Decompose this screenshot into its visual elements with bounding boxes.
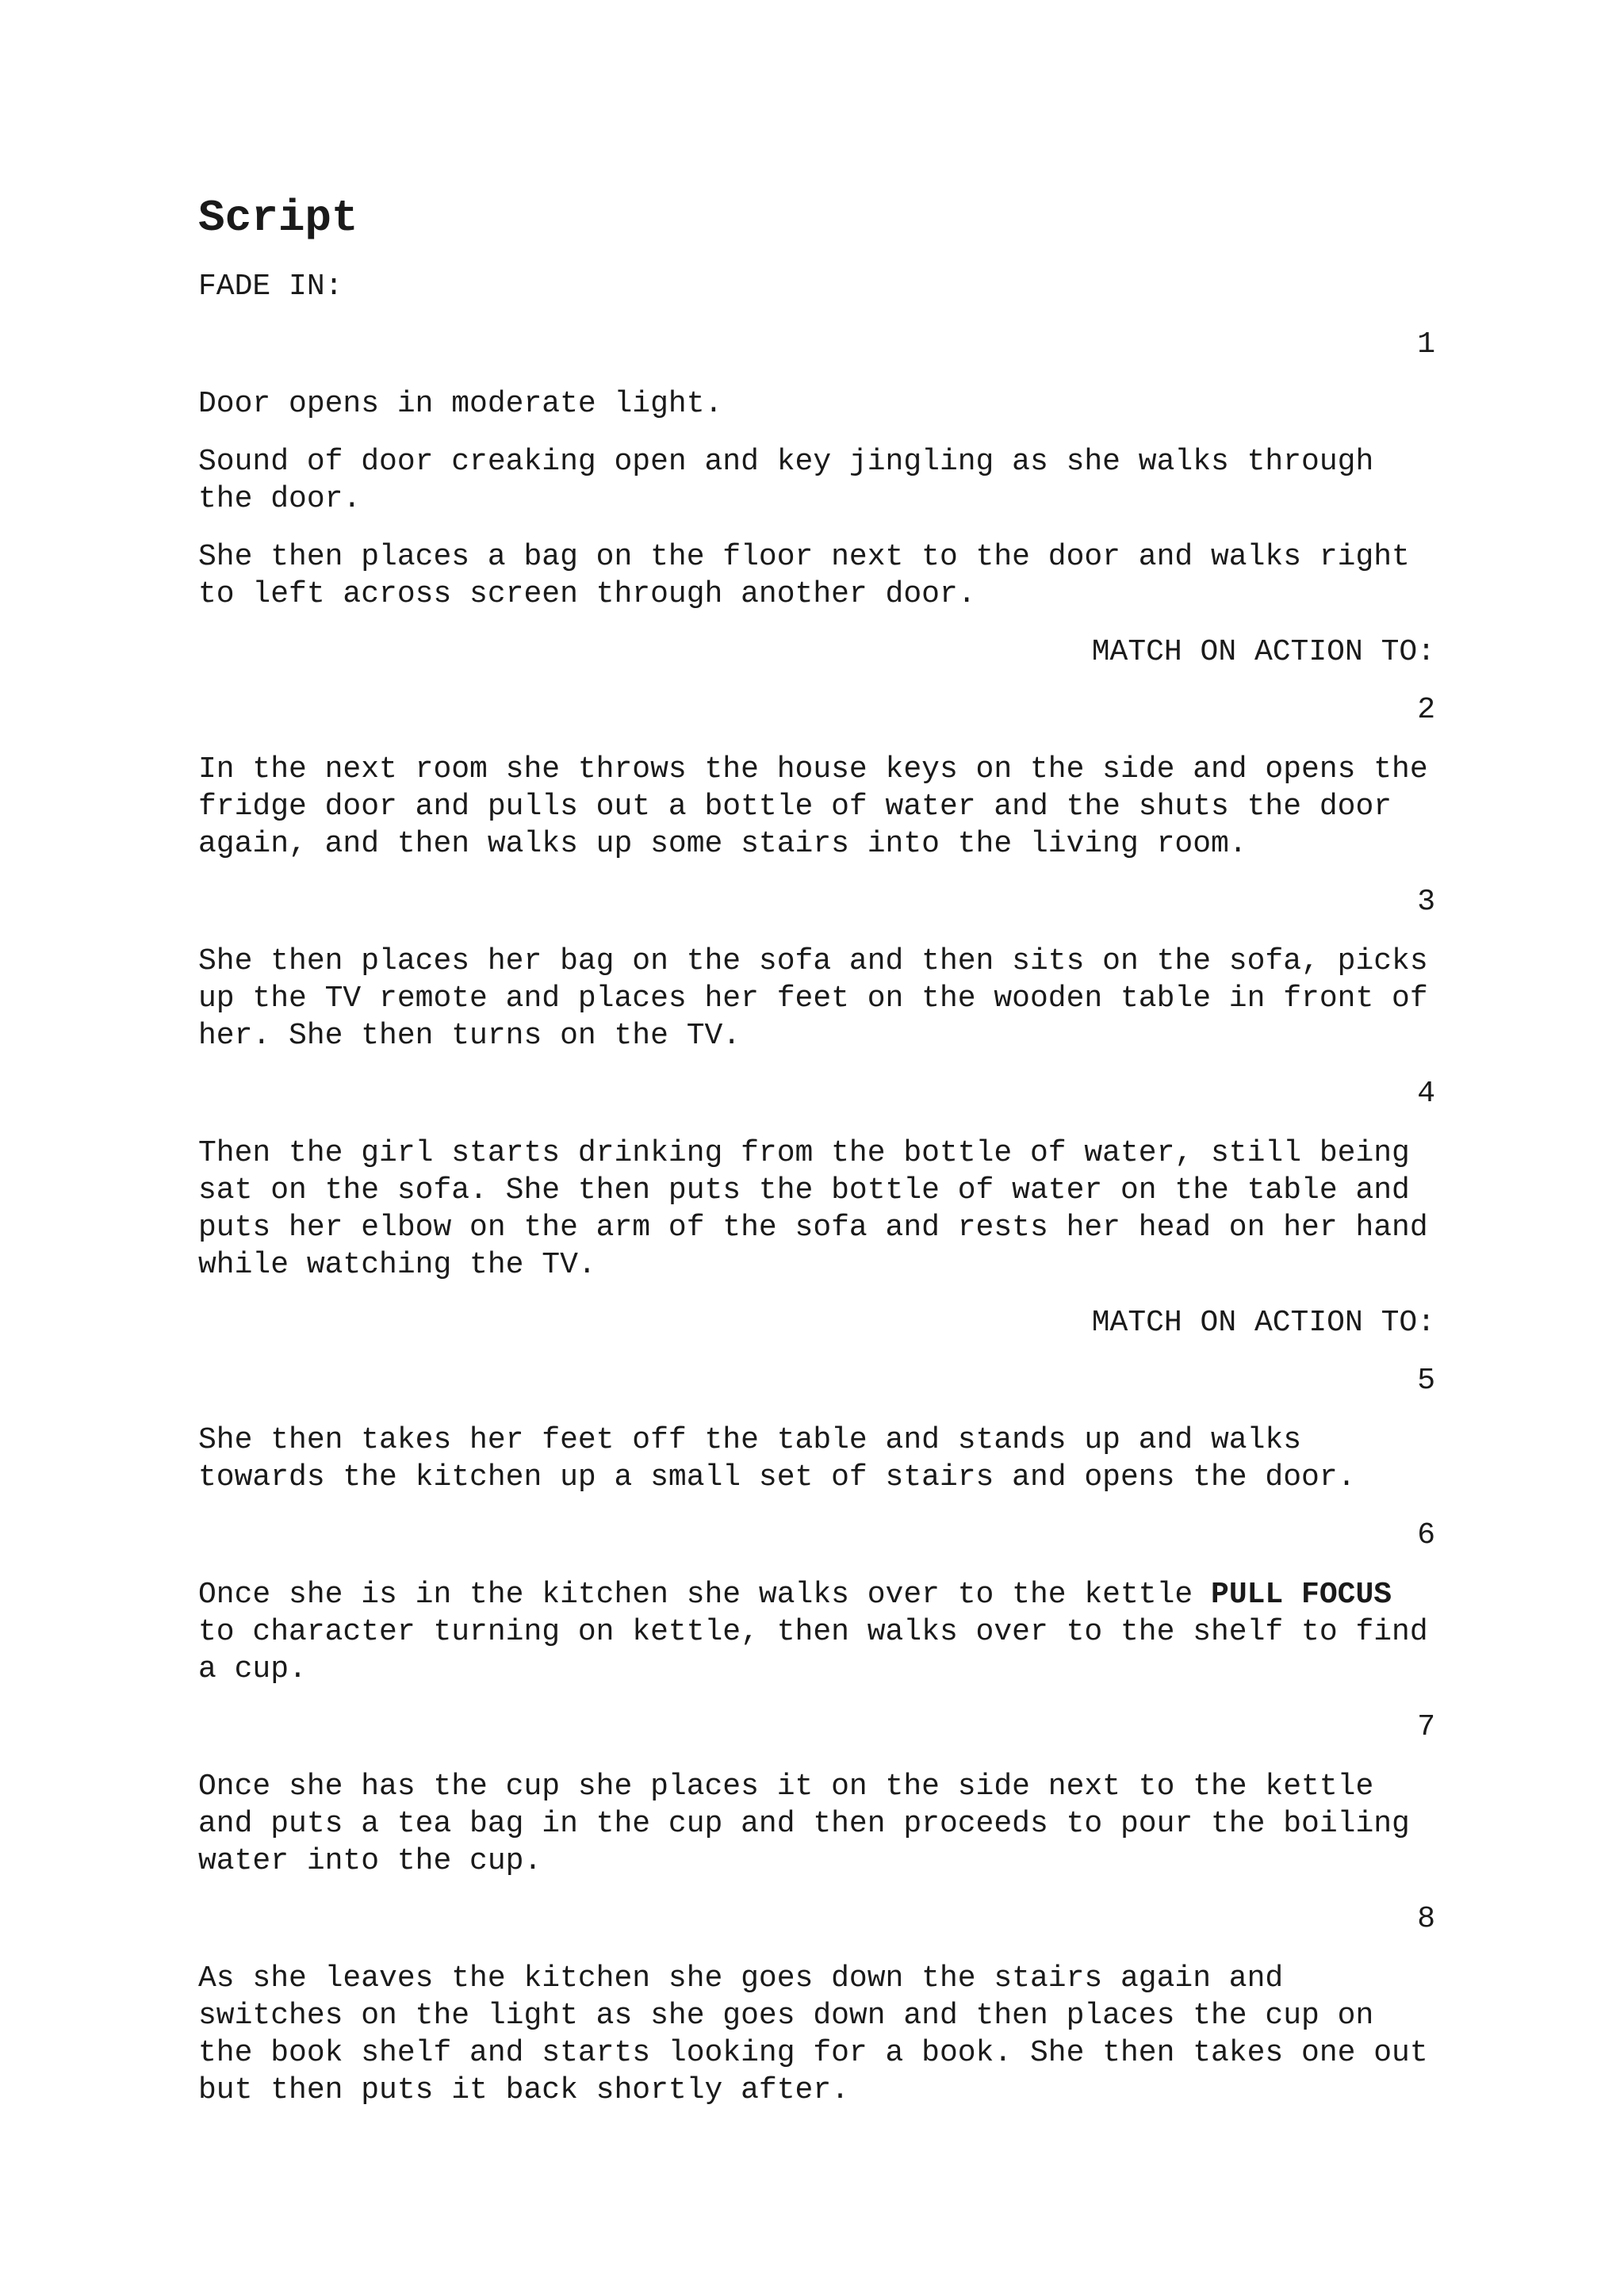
scene-paragraph: As she leaves the kitchen she goes down the stairs again and switches on the light as she goes down and then places the cup on the book shelf and starts looking for a book. She then takes one out but then puts it back shortly after.	[198, 1961, 1428, 2107]
fade-in-direction: FADE IN:	[198, 270, 343, 304]
scene-number: 5	[1417, 1364, 1435, 1398]
scene-paragraph: In the next room she throws the house keys on the side and opens the fridge door and pulls out a bottle of water and the shuts the door again, and then walks up some stairs into the living room.	[198, 752, 1428, 861]
scene-paragraph: Door opens in moderate light.	[198, 387, 723, 421]
scene-paragraph: Sound of door creaking open and key jingling as she walks through the door.	[198, 445, 1374, 516]
scene-transition: MATCH ON ACTION TO:	[1091, 1306, 1435, 1340]
scene-number: 6	[1417, 1518, 1435, 1552]
scene-paragraph	[198, 1576, 1435, 1688]
scene-number: 8	[1417, 1902, 1435, 1936]
page-title: Script	[198, 193, 358, 243]
scene-paragraph: She then places her bag on the sofa and then sits on the sofa, picks up the TV remote and places her feet on the wooden table in front of her. She then turns on the TV.	[198, 944, 1428, 1053]
scene-paragraph: Once she has the cup she places it on the side next to the kettle and puts a tea bag in the cup and then proceeds to pour the boiling water into the cup.	[198, 1770, 1410, 1878]
scene-number: 4	[1417, 1077, 1435, 1111]
paragraph-text: to character turning on kettle, then walks over to the shelf to find a cup.	[198, 1615, 1428, 1686]
scene-number: 3	[1417, 885, 1435, 919]
scene-number: 1	[1417, 327, 1435, 362]
scene-number: 7	[1417, 1710, 1435, 1744]
scene-number: 2	[1417, 693, 1435, 727]
pull-focus-direction: PULL FOCUS	[1211, 1578, 1392, 1612]
scene-paragraph: Then the girl starts drinking from the bottle of water, still being sat on the sofa. She then puts the bottle of water on the table and puts her elbow on the arm of the sofa and rests her head on her hand while watching the TV.	[198, 1136, 1428, 1282]
scene-transition: MATCH ON ACTION TO:	[1091, 635, 1435, 669]
scene-paragraph: She then places a bag on the floor next to the door and walks right to left across screen through another door.	[198, 540, 1410, 611]
script-page	[198, 190, 1435, 2130]
paragraph-text: Once she is in the kitchen she walks over to the kettle	[198, 1578, 1212, 1612]
scene-paragraph: She then takes her feet off the table and stands up and walks towards the kitchen up a small set of stairs and opens the door.	[198, 1423, 1356, 1494]
